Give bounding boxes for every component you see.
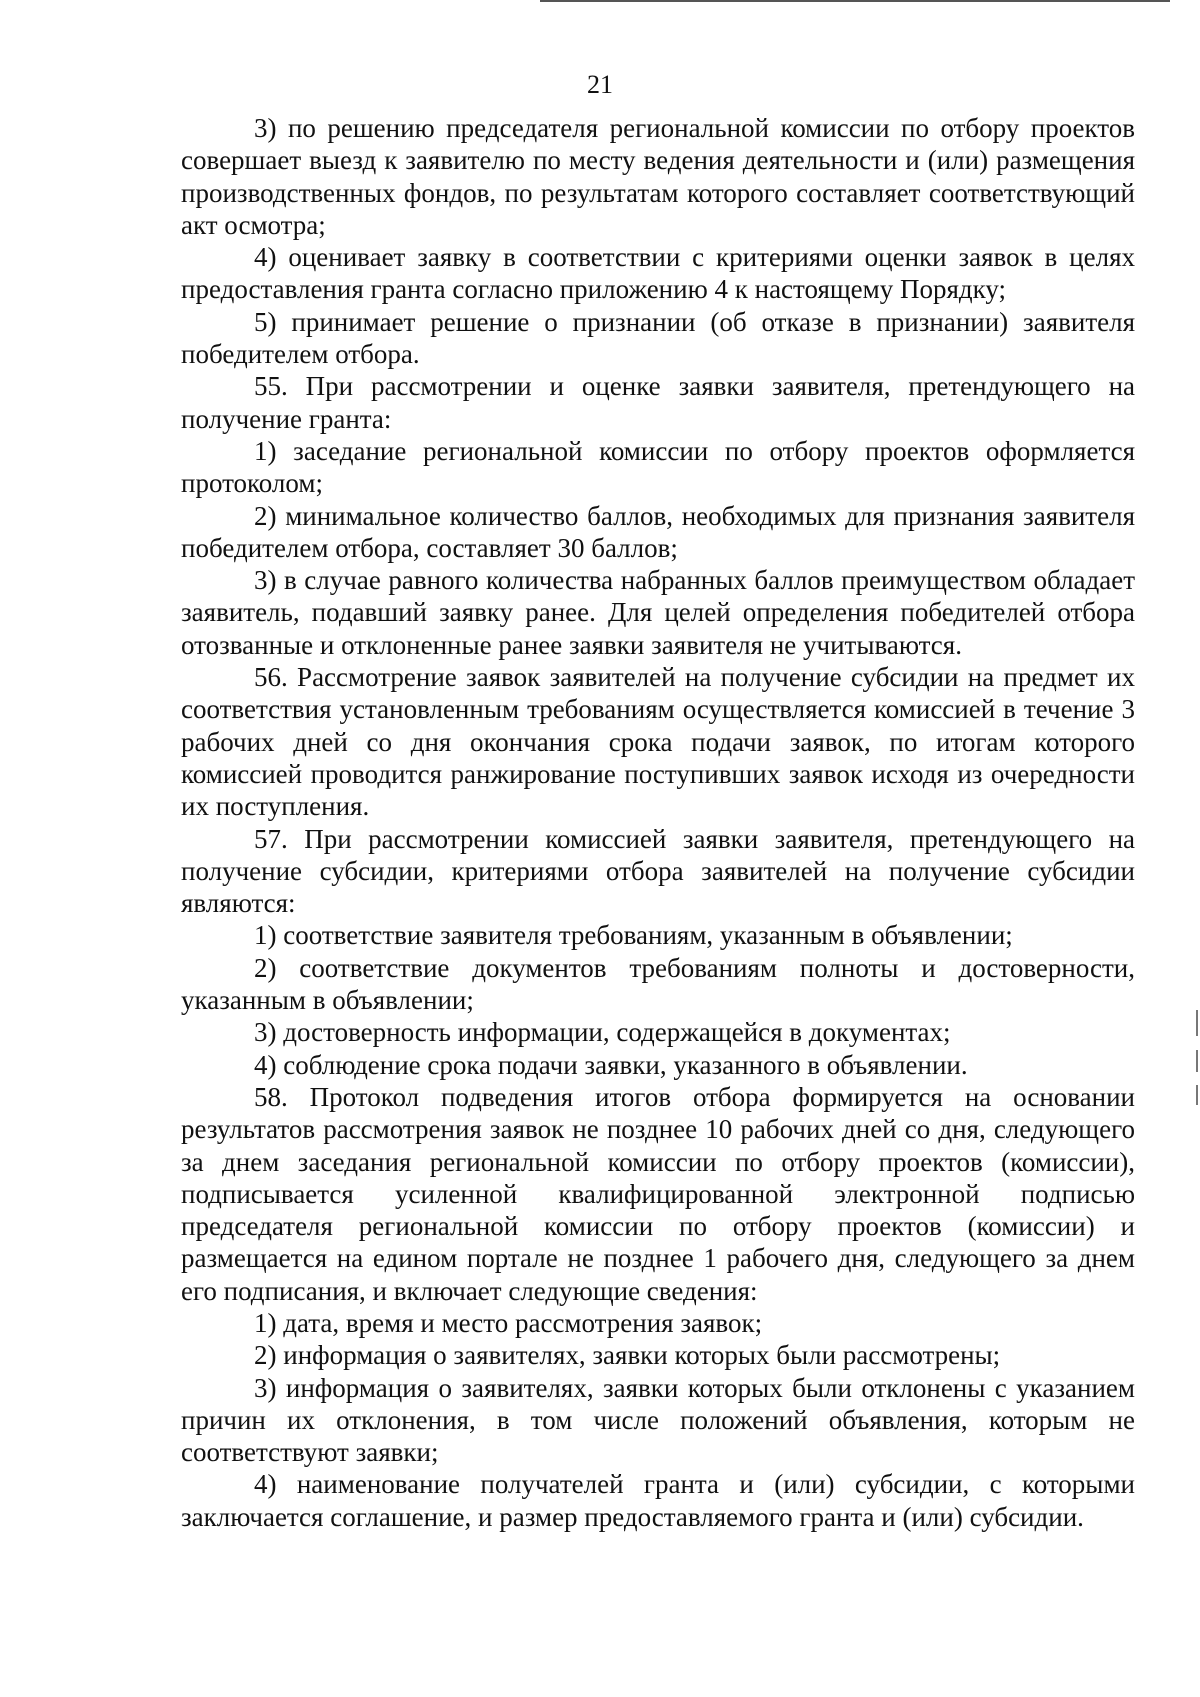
scan-top-edge — [540, 0, 1170, 2]
paragraph: 55. При рассмотрении и оценке заявки заявителя, претендующего на получение гранта: — [181, 371, 1135, 434]
paragraph: 2) минимальное количество баллов, необходимых для признания заявителя победителем отбора, составляет 30 баллов; — [181, 500, 1135, 563]
paragraph: 57. При рассмотрении комиссией заявки заявителя, претендующего на получение субсидии, критериями отбора заявителей на получение субсидии являются: — [181, 823, 1135, 919]
paragraph: 3) по решению председателя региональной комиссии по отбору проектов совершает выезд к заявителю по месту ведения деятельности и (или) размещения производственных фондов, по результатам которого составляет соответствующий акт осмотра; — [181, 113, 1135, 240]
document-body — [181, 112, 1135, 1533]
paragraph: 56. Рассмотрение заявок заявителей на получение субсидии на предмет их соответствия установленным требованиям осуществляется комиссией в течение 3 рабочих дней со дня окончания срока подачи заявок, по итогам которого комиссией проводится ранжирование поступивших заявок исходя из очередности их поступления. — [181, 662, 1135, 822]
scan-margin-mark — [1196, 1050, 1198, 1072]
paragraph: 2) информация о заявителях, заявки которых были рассмотрены; — [254, 1340, 1001, 1371]
paragraph: 1) дата, время и место рассмотрения заявок; — [254, 1307, 763, 1338]
paragraph: 3) информация о заявителях, заявки которых были отклонены с указанием причин их отклонения, в том числе положений объявления, которым не соответствуют заявки; — [181, 1372, 1135, 1468]
paragraph: 1) заседание региональной комиссии по отбору проектов оформляется протоколом; — [181, 435, 1135, 499]
scan-margin-mark — [1196, 1085, 1198, 1105]
paragraph: 3) достоверность информации, содержащейся в документах; — [254, 1017, 951, 1048]
paragraph: 4) оценивает заявку в соответствии с критериями оценки заявок в целях предоставления гранта согласно приложению 4 к настоящему Порядку; — [181, 242, 1135, 305]
scan-margin-mark — [1196, 1010, 1198, 1036]
paragraph: 4) наименование получателей гранта и (или) субсидии, с которыми заключается соглашение, и размер предоставляемого гранта и (или) субсидии. — [181, 1469, 1135, 1532]
paragraph: 1) соответствие заявителя требованиям, указанным в объявлении; — [254, 920, 1013, 951]
paragraph: 4) соблюдение срока подачи заявки, указанного в объявлении. — [254, 1049, 968, 1080]
paragraph: 3) в случае равного количества набранных баллов преимуществом обладает заявитель, подавший заявку ранее. Для целей определения победителей отбора отозванные и отклоненные ранее заявки заявителя не учитываются. — [181, 565, 1135, 660]
page-number: 21 — [587, 70, 613, 99]
paragraph: 5) принимает решение о признании (об отказе в признании) заявителя победителем отбора. — [181, 306, 1135, 370]
paragraph: 2) соответствие документов требованиям полноты и достоверности, указанным в объявлении; — [181, 952, 1135, 1016]
paragraph: 58. Протокол подведения итогов отбора формируется на основании результатов рассмотрения заявок не позднее 10 рабочих дней со дня, следующего за днем заседания региональной комиссии по отбору проектов (комиссии), подписывается усиленной квалифицированной электронной подписью председателя региональной комиссии по отбору проектов (комиссии) и размещается на едином портале не позднее 1 рабочего дня, следующего за днем его подписания, и включает следующие сведения: — [181, 1081, 1135, 1306]
